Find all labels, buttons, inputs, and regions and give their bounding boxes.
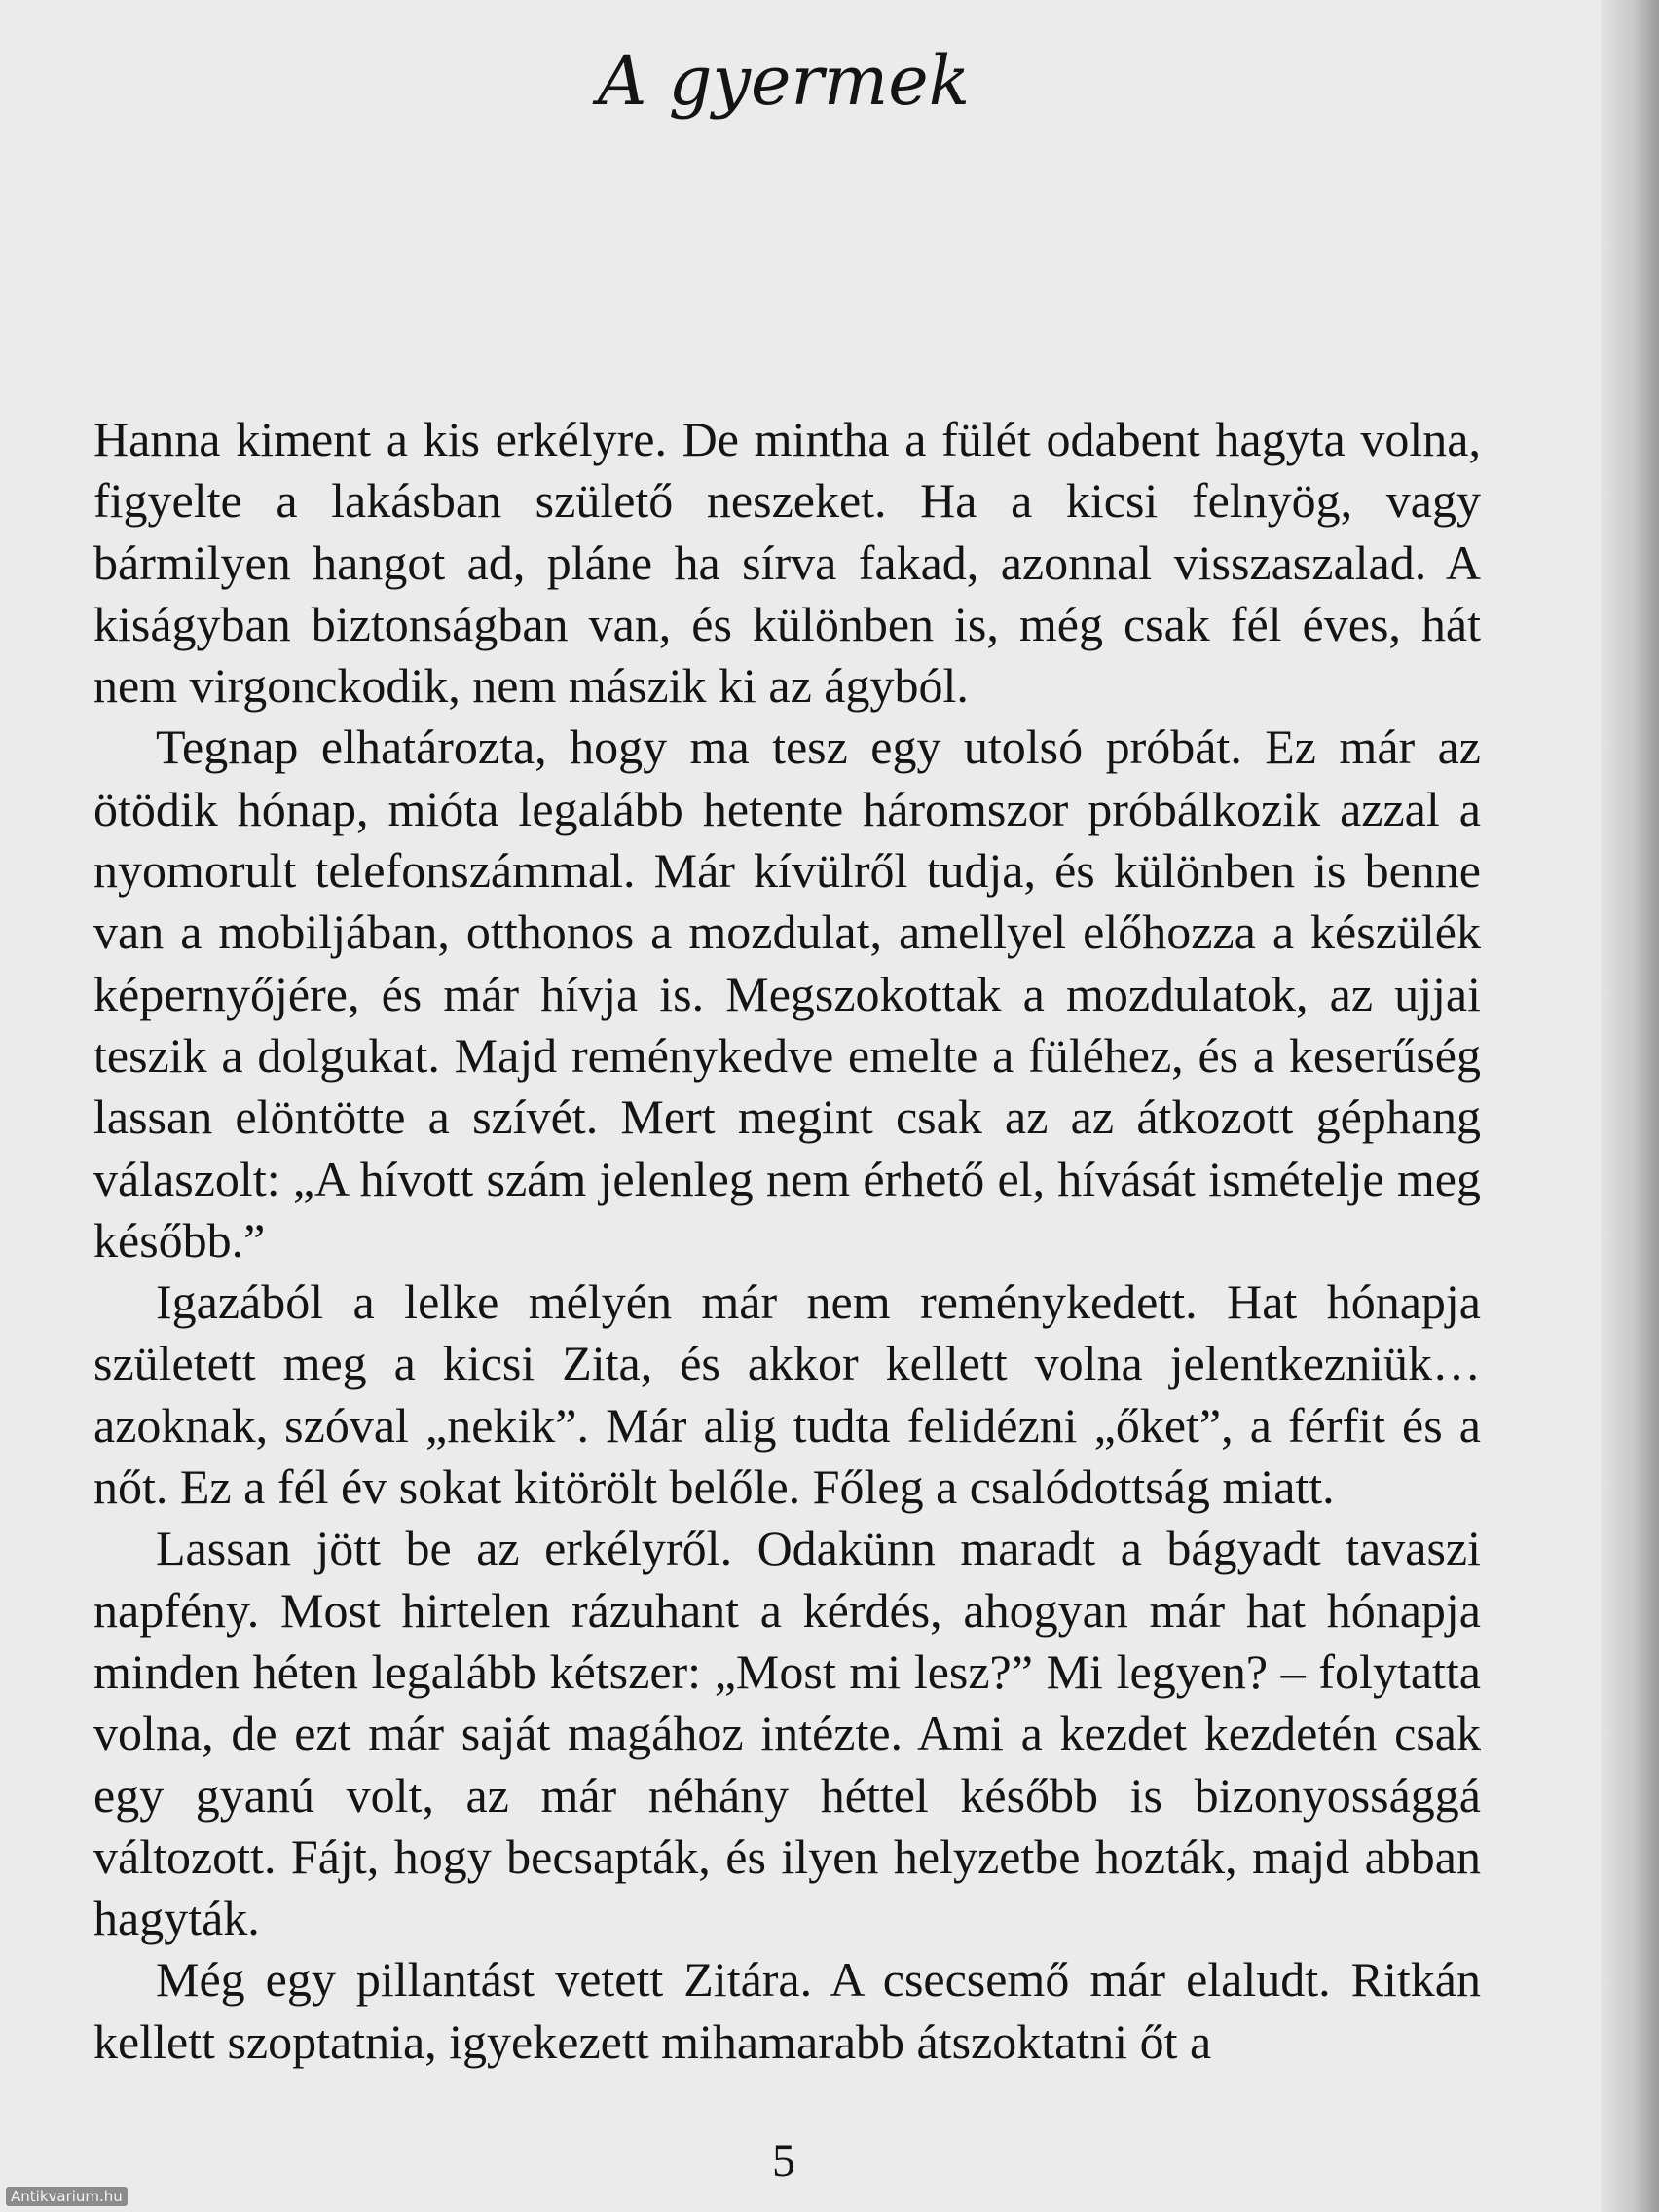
paragraph: Lassan jött be az erkélyről. Odakünn maradt a bágyadt tavaszi napfény. Most hirtelen rázuhant a kérdés, ahogyan már hat hónapja minden héten legalább kétszer: „Most mi lesz?” Mi legyen? – folytatta volna, de ezt már saját magához intézte. Ami a kezdet kezdetén csak egy gyanú volt, az már néhány héttel később is bizonyossággá változott. Fájt, hogy becsapták, és ilyen helyzetbe hozták, majd abban hagyták. — [93, 1521, 1481, 1946]
paragraph: Még egy pillantást vetett Zitára. A csecsemő már elaludt. Ritkán kellett szoptatnia, igyekezett mihamarabb átszoktatni őt a — [93, 1952, 1481, 2069]
paragraph: Igazából a lelke mélyén már nem reménykedett. Hat hónapja született meg a kicsi Zita, és akkor kellett volna jelentkezniük… azoknak, szóval „nekik”. Már alig tudta felidézni „őket”, a férfit és a nőt. Ez a fél év sokat kitörölt belőle. Főleg a csalódottság miatt. — [93, 1274, 1481, 1515]
watermark: Antikvarium.hu — [6, 2187, 128, 2206]
chapter-title: A gyermek — [597, 41, 971, 121]
page-number: 5 — [772, 2135, 795, 2187]
facing-page-edge — [1601, 0, 1659, 2212]
paragraph: Tegnap elhatározta, hogy ma tesz egy utolsó próbát. Ez már az ötödik hónap, mióta legalább hetente háromszor próbálkozik azzal a nyomorult telefonszámmal. Már kívülről tudja, és különben is benne van a mobiljában, otthonos a mozdulat, amellyel előhozza a készülék képernyőjére, és már hívja is. Megszokottak a mozdulatok, az ujjai teszik a dolgukat. Majd reménykedve emelte a füléhez, és a keserűség lassan elöntötte a szívét. Mert megint csak az az átkozott géphang válaszolt: „A hívott szám jelenleg nem érhető el, hívását ismételje meg később.” — [93, 719, 1481, 1268]
paragraph: Hanna kiment a kis erkélyre. De mintha a fülét odabent hagyta volna, figyelte a lakásban születő neszeket. Ha a kicsi felnyög, vagy bármilyen hangot ad, pláne ha sírva fakad, azonnal visszaszalad. A kiságyban biztonságban van, és különben is, még csak fél éves, hát nem virgonckodik, nem mászik ki az ágyból. — [93, 412, 1481, 714]
body-text — [93, 409, 1481, 2073]
